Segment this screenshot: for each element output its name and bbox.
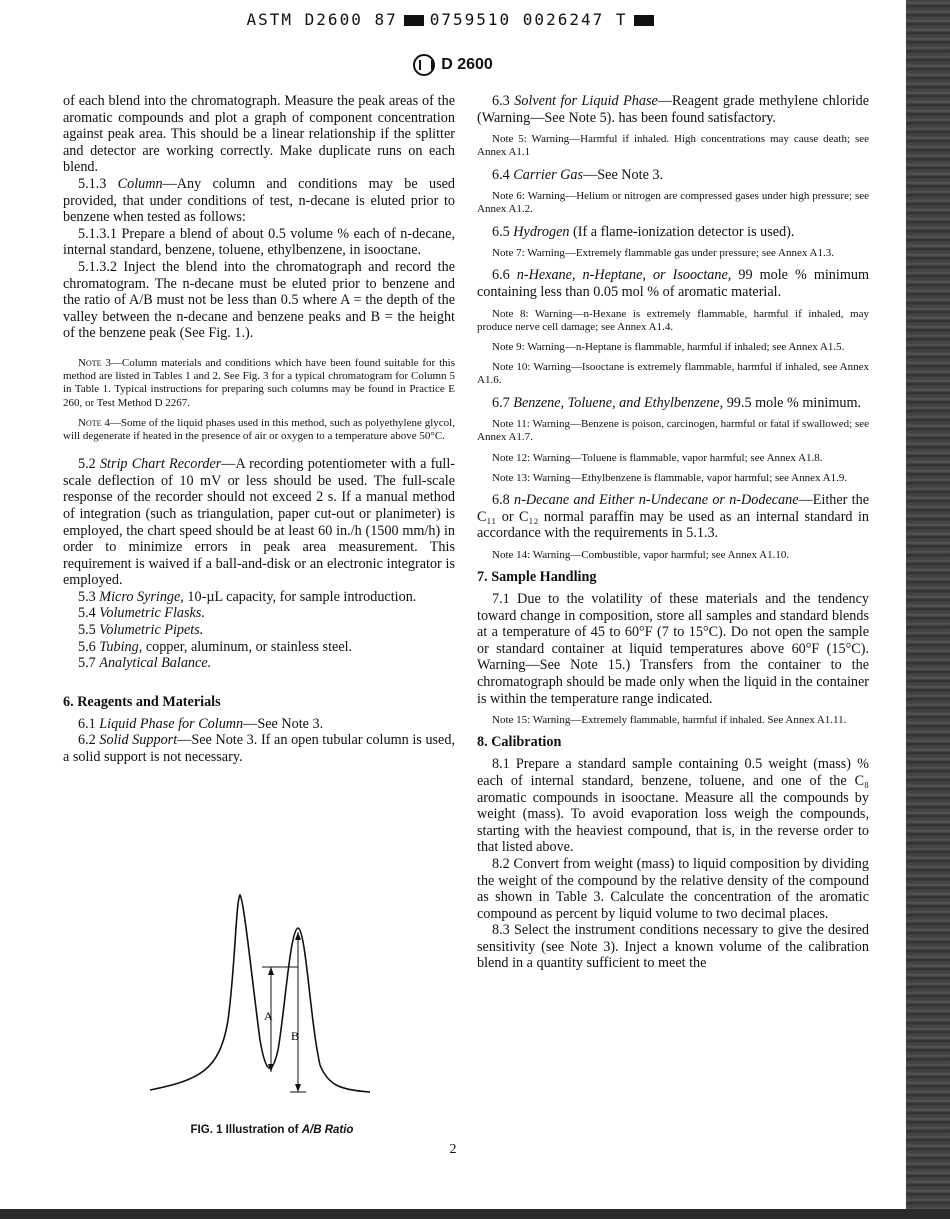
note-12: Note 12: Warning—Toluene is flammable, vapor harmful; see Annex A1.8. — [492, 451, 823, 464]
section-7-1: 7.1 Due to the volatility of these materials and the tendency toward change in composition, store all samples and standard blends at a temperature of 45 to 60°F (7 to 15°C). Do not open the sample or standard container at liquid temperatures above 60°F (15°C). Warning—See Note 15.) Transfers from the container to the chromatograph should be made only when the liquid in the container is within the temperature range indicated. — [477, 590, 869, 707]
section-5-3: 5.3 Micro Syringe, 10-µL capacity, for sample introduction. — [78, 588, 417, 605]
section-5-4: 5.4 Volumetric Flasks. — [78, 605, 205, 622]
section-6-4: 6.4 Carrier Gas—See Note 3. — [492, 166, 664, 183]
section-5-2: 5.2 Strip Chart Recorder—A recording potentiometer with a full-scale deflection of 10 mV or less should be used. The full-scale response of the recorder should not exceed 2 s. If a manual method of integration (such as triangulation, paper cut-out or planimeter) is employed, the chart speed should be at least 60 in./h (1500 mm/h) in order to minimize errors in peak area measurement. This requirement is waived if a ball-and-disk or an electronic integrator is employed. — [63, 456, 456, 589]
section-5-7: 5.7 Analytical Balance. — [78, 655, 212, 672]
scan-edge — [906, 0, 950, 1219]
note-5: Note 5: Warning—Harmful if inhaled. High concentrations may cause death; see Annex A1.1 — [477, 133, 869, 159]
note-9: Note 9: Warning—n-Heptane is flammable, harmful if inhaled; see Annex A1.5. — [492, 340, 845, 353]
section-5-1-3-2: 5.1.3.2 Inject the blend into the chromatograph and record the chromatogram. The n-decane must be eluted prior to benzene and the ratio of A/B must not be less than 0.5 where A = the depth of the valley between the n-decane and benzene peaks and B = the height of the benzene peak (See Fig. 1.). — [63, 258, 455, 342]
section-6-7: 6.7 Benzene, Toluene, and Ethylbenzene, 99.5 mole % minimum. — [492, 394, 862, 411]
note-8: Note 8: Warning—n-Hexane is extremely flammable, harmful if inhaled, may produce nerve cell damage; see Annex A1.4. — [477, 307, 869, 333]
section-6-6: 6.6 n-Hexane, n-Heptane, or Isooctane, 99 mole % minimum containing less than 0.05 mol % of aromatic material. — [477, 267, 870, 300]
note-10: Note 10: Warning—Isooctane is extremely flammable, harmful if inhaled, see Annex A1.6. — [477, 361, 869, 387]
section-8-3: 8.3 Select the instrument conditions necessary to give the desired sensitivity (see Note 3). Inject a known volume of the calibration blend in a quantity sufficient to meet the — [477, 922, 869, 972]
figure-1-chromatogram — [140, 880, 390, 1110]
designation-text: D 2600 — [441, 56, 493, 74]
label-a: A — [264, 1009, 273, 1023]
black-bar-mark — [634, 15, 654, 26]
left-column — [63, 93, 455, 766]
section-6-8: 6.8 n-Decane and Either n-Undecane or n-Dodecane—Either the C₁₁ or C₁₂ normal paraffin may be used as an internal standard in accordance with the requirements in 5.1.3. — [477, 492, 870, 542]
label-b: B — [291, 1029, 300, 1043]
note-3: Note 3—Column materials and conditions which have been found suitable for this method are listed in Tables 1 and 2. See Fig. 3 for a typical chromatogram for Column 5 in Table 1. Typical instructions for preparing such columns may be found in Practice E 260, or Test Method D 2267. — [63, 356, 455, 409]
scan-bottom-edge — [0, 1209, 950, 1219]
note-4: Note 4—Some of the liquid phases used in this method, such as polyethylene glycol, will degenerate if heated in the presence of air or oxygen to a temperature above 50°C. — [63, 416, 455, 442]
section-5-5: 5.5 Volumetric Pipets. — [78, 622, 204, 639]
section-8-1: 8.1 Prepare a standard sample containing 0.5 weight (mass) % each of internal standard, benzene, toluene, and one of the C₈ aromatic compounds in isooctane. Measure all the compounds by weight (mass). To avoid evaporation loss weigh the compounds, starting with the heaviest compound, that is, in the reverse order to that listed above. — [477, 756, 869, 856]
section-heading-8: 8. Calibration — [477, 734, 562, 751]
section-8-2: 8.2 Convert from weight (mass) to liquid composition by dividing the weight of the compound by the relative density of the compound as shown in Table 3. Calculate the concentration of the aromatic compound as percent by liquid volume to two decimal places. — [477, 855, 869, 922]
chromatogram-drawing — [140, 880, 390, 1110]
note-11: Note 11: Warning—Benzene is poison, carcinogen, harmful or fatal if swallowed; see Annex A1.7. — [477, 418, 869, 444]
figure-caption: FIG. 1 Illustration of A/B Ratio — [190, 1124, 354, 1136]
section-5-1-3: 5.1.3 Column—Any column and conditions may be used provided, that under conditions of test, n-decane is eluted prior to benzene when tested as follows: — [63, 175, 455, 226]
section-heading-6: 6. Reagents and Materials — [63, 693, 221, 710]
note-14: Note 14: Warning—Combustible, vapor harmful; see Annex A1.10. — [492, 548, 790, 561]
section-6-5: 6.5 Hydrogen (If a flame-ionization detector is used). — [492, 223, 795, 240]
astm-logo-icon — [413, 54, 435, 76]
right-column — [477, 93, 869, 972]
note-7: Note 7: Warning—Extremely flammable gas under pressure; see Annex A1.3. — [492, 247, 834, 260]
document-code-header — [0, 10, 906, 29]
designation-header — [0, 54, 906, 76]
code-left: ASTM D2600 87 — [246, 10, 398, 29]
black-bar-mark — [404, 15, 424, 26]
section-heading-7: 7. Sample Handling — [477, 568, 597, 585]
note-15: Note 15: Warning—Extremely flammable, harmful if inhaled. See Annex A1.11. — [492, 714, 847, 727]
section-5-1-3-1: 5.1.3.1 Prepare a blend of about 0.5 volume % each of n-decane, internal standard, benzene, toluene, ethylbenzene, in isooctane. — [63, 225, 455, 259]
section-6-3: 6.3 Solvent for Liquid Phase—Reagent grade methylene chloride (Warning—See Note 5). has been found satisfactory. — [477, 93, 869, 126]
paragraph: of each blend into the chromatograph. Measure the peak areas of the aromatic compounds and plot a graph of component concentration against peak area. This should be a linear relationship if the splitter and detector are working correctly. Make duplicate runs on each blend. — [63, 93, 455, 176]
section-6-2: 6.2 Solid Support—See Note 3. If an open tubular column is used, a solid support is not necessary. — [63, 732, 455, 766]
page-number: 2 — [449, 1142, 457, 1157]
code-mid: 0759510 0026247 T — [429, 10, 628, 29]
note-6: Note 6: Warning—Helium or nitrogen are compressed gases under high pressure; see Annex A1.2. — [477, 190, 869, 216]
section-5-6: 5.6 Tubing, copper, aluminum, or stainless steel. — [78, 638, 353, 655]
note-13: Note 13: Warning—Ethylbenzene is flammable, vapor harmful; see Annex A1.9. — [492, 471, 848, 484]
section-6-1: 6.1 Liquid Phase for Column—See Note 3. — [78, 715, 324, 732]
